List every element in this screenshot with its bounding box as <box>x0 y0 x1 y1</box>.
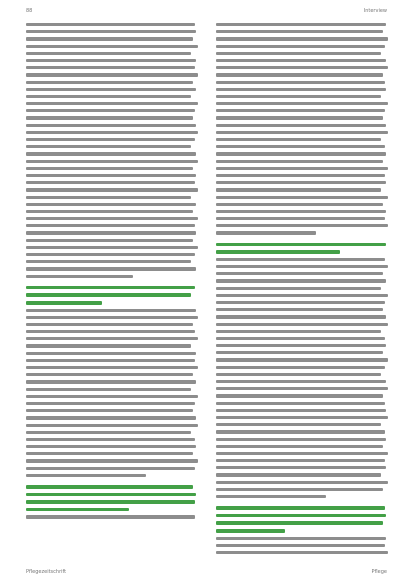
section-label: Interview <box>363 8 387 14</box>
text-line <box>26 314 198 321</box>
text-line <box>26 129 198 136</box>
text-line <box>26 179 198 186</box>
text-line <box>26 237 198 244</box>
text-line <box>26 114 198 121</box>
text-line <box>216 479 388 486</box>
text-line <box>216 535 388 542</box>
question-heading-line <box>26 299 198 307</box>
text-line <box>26 251 198 258</box>
text-line <box>216 186 388 193</box>
text-line <box>216 549 388 556</box>
text-line <box>216 143 388 150</box>
text-line <box>26 35 198 42</box>
text-line <box>216 392 388 399</box>
text-line <box>26 443 198 450</box>
text-line <box>26 364 198 371</box>
text-line <box>216 328 388 335</box>
question-heading-line <box>26 291 198 299</box>
text-line <box>216 100 388 107</box>
text-line <box>26 229 198 236</box>
text-line <box>26 244 198 251</box>
text-line <box>216 436 388 443</box>
text-line <box>216 428 388 435</box>
text-line <box>216 457 388 464</box>
text-line <box>26 321 198 328</box>
text-line <box>216 371 388 378</box>
text-line <box>26 513 198 520</box>
question-heading-line <box>216 248 388 256</box>
text-line <box>216 43 388 50</box>
text-line <box>216 50 388 57</box>
text-line <box>26 386 198 393</box>
text-line <box>26 400 198 407</box>
text-line <box>26 150 198 157</box>
text-line <box>216 385 388 392</box>
text-line <box>216 277 388 284</box>
text-line <box>26 122 198 129</box>
right-column <box>216 21 388 556</box>
text-line <box>216 158 388 165</box>
text-line <box>26 100 198 107</box>
text-line <box>26 472 198 479</box>
text-line <box>216 443 388 450</box>
text-line <box>26 465 198 472</box>
question-heading-line <box>216 512 388 520</box>
text-line <box>26 143 198 150</box>
text-line <box>26 307 198 314</box>
text-line <box>216 129 388 136</box>
text-line <box>26 158 198 165</box>
text-line <box>216 35 388 42</box>
text-line <box>216 400 388 407</box>
text-line <box>216 306 388 313</box>
text-line <box>26 450 198 457</box>
text-line <box>216 342 388 349</box>
text-line <box>26 165 198 172</box>
text-line <box>26 222 198 229</box>
text-line <box>216 93 388 100</box>
text-line <box>216 57 388 64</box>
text-line <box>26 186 198 193</box>
text-line <box>216 542 388 549</box>
text-line <box>216 179 388 186</box>
text-line <box>216 471 388 478</box>
text-line <box>216 263 388 270</box>
text-line <box>26 457 198 464</box>
text-line <box>26 172 198 179</box>
text-line <box>216 208 388 215</box>
text-line <box>216 321 388 328</box>
text-line <box>216 414 388 421</box>
page-header <box>26 8 387 16</box>
text-line <box>216 28 388 35</box>
page-footer <box>26 569 387 577</box>
text-line <box>216 493 388 500</box>
text-line <box>26 86 198 93</box>
text-line <box>26 422 198 429</box>
text-line <box>216 270 388 277</box>
text-line <box>216 229 388 236</box>
text-line <box>216 71 388 78</box>
text-line <box>26 378 198 385</box>
question-heading-line <box>26 506 198 514</box>
footer-page-label: Pflege <box>371 569 387 575</box>
text-line <box>26 273 198 280</box>
text-line <box>216 486 388 493</box>
text-line <box>216 150 388 157</box>
text-line <box>26 79 198 86</box>
text-line <box>26 350 198 357</box>
text-line <box>216 450 388 457</box>
text-line <box>216 64 388 71</box>
text-line <box>216 356 388 363</box>
text-line <box>26 50 198 57</box>
text-line <box>26 107 198 114</box>
text-line <box>216 86 388 93</box>
text-line <box>26 258 198 265</box>
text-line <box>216 378 388 385</box>
page-number: 88 <box>26 8 33 14</box>
text-line <box>216 364 388 371</box>
text-line <box>216 122 388 129</box>
question-heading-line <box>26 491 198 499</box>
text-line <box>26 208 198 215</box>
text-line <box>216 292 388 299</box>
text-line <box>26 136 198 143</box>
text-line <box>216 313 388 320</box>
text-line <box>216 464 388 471</box>
text-line <box>216 107 388 114</box>
text-line <box>216 256 388 263</box>
text-line <box>26 57 198 64</box>
text-line <box>216 114 388 121</box>
left-column <box>26 21 198 521</box>
text-line <box>26 194 198 201</box>
footer-citation: Pflegezeitschrift <box>26 569 67 575</box>
text-line <box>216 215 388 222</box>
text-line <box>216 222 388 229</box>
question-heading-line <box>216 504 388 512</box>
question-heading-line <box>216 241 388 249</box>
text-line <box>216 136 388 143</box>
text-line <box>216 285 388 292</box>
text-line <box>216 349 388 356</box>
text-line <box>26 393 198 400</box>
text-line <box>26 371 198 378</box>
text-line <box>26 342 198 349</box>
text-line <box>26 71 198 78</box>
text-line <box>26 357 198 364</box>
question-heading-line <box>26 284 198 292</box>
text-line <box>216 165 388 172</box>
text-line <box>26 265 198 272</box>
text-line <box>26 43 198 50</box>
text-line <box>216 172 388 179</box>
text-line <box>216 21 388 28</box>
text-line <box>216 201 388 208</box>
text-line <box>216 335 388 342</box>
text-line <box>216 79 388 86</box>
text-line <box>26 64 198 71</box>
text-line <box>216 299 388 306</box>
text-line <box>26 201 198 208</box>
text-line <box>26 21 198 28</box>
question-heading-line <box>216 519 388 527</box>
text-line <box>26 328 198 335</box>
text-line <box>216 421 388 428</box>
text-line <box>26 93 198 100</box>
text-line <box>26 215 198 222</box>
question-heading-line <box>26 498 198 506</box>
question-heading-line <box>216 527 388 535</box>
text-line <box>26 429 198 436</box>
text-line <box>26 414 198 421</box>
question-heading-line <box>26 483 198 491</box>
text-line <box>26 28 198 35</box>
text-line <box>26 436 198 443</box>
text-line <box>216 407 388 414</box>
text-line <box>26 407 198 414</box>
text-line <box>26 335 198 342</box>
text-line <box>216 194 388 201</box>
